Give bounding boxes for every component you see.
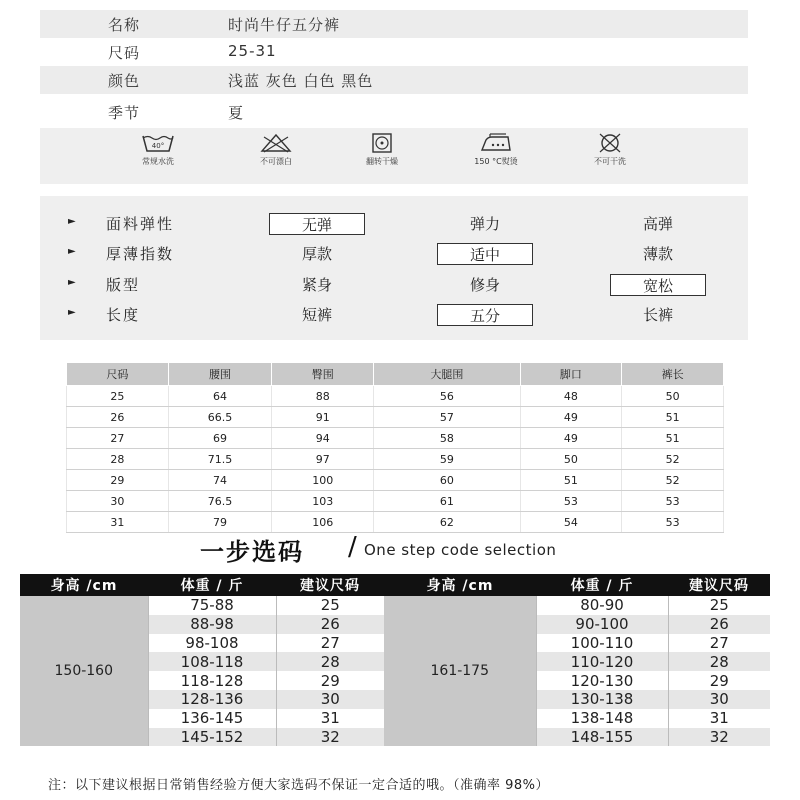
table-cell: 88 [272,386,374,407]
attr-row-elasticity [40,209,748,239]
attr-label: 版型 [106,276,141,294]
col-header: 腰围 [168,363,272,386]
bullet-icon: ► [68,277,76,288]
table-cell: 94 [272,428,374,449]
table-cell: 69 [168,428,272,449]
height-range-cell: 150-160 [20,596,148,746]
table-cell: 51 [622,428,724,449]
table-cell: 49 [520,428,622,449]
table-cell: 52 [622,470,724,491]
table-cell: 51 [520,470,622,491]
care-label: 翻转干燥 [366,157,398,166]
rec-table-header [20,574,770,596]
attr-row-thickness [40,239,748,269]
table-cell: 48 [520,386,622,407]
wash-40-icon [140,132,176,154]
table-cell: 50 [622,386,724,407]
col-header: 尺码 [67,363,169,386]
care-item-wash [118,132,198,167]
table-cell: 79 [168,512,272,533]
table-cell: 76.5 [168,491,272,512]
table-row [67,449,724,470]
table-cell: 60 [374,470,520,491]
wash-temp: 40° [151,142,165,150]
weight-cell: 100-110 [536,634,668,653]
table-cell: 53 [520,491,622,512]
table-cell: 30 [67,491,169,512]
col-header: 建议尺码 [276,574,384,596]
care-item-iron [456,132,536,167]
size-cell: 31 [668,709,770,728]
weight-cell: 145-152 [148,728,276,747]
attr-option: 修身 [469,276,500,294]
table-cell: 25 [67,386,169,407]
weight-cell: 90-100 [536,615,668,634]
size-cell: 27 [668,634,770,653]
attr-option: 高弹 [642,215,673,233]
table-row [67,491,724,512]
attr-option: 紧身 [301,276,332,294]
care-item-bleach [236,132,316,167]
no-bleach-icon [258,132,294,154]
info-label: 尺码 [108,44,141,62]
table-cell: 49 [520,407,622,428]
table-row [67,512,724,533]
care-label: 不可漂白 [260,157,292,166]
table-cell: 53 [622,491,724,512]
size-cell: 32 [276,728,384,747]
care-label: 不可干洗 [594,157,626,166]
col-header: 身高 /cm [384,574,536,596]
attr-option-selected: 适中 [437,243,533,265]
attr-option-selected: 无弹 [269,213,365,235]
col-header: 裤长 [622,363,724,386]
care-instructions [40,128,748,184]
col-header: 身高 /cm [20,574,148,596]
no-dry-clean-icon [592,132,628,154]
step-title-slash: / [348,532,357,562]
size-cell: 32 [668,728,770,747]
weight-cell: 136-145 [148,709,276,728]
info-row-season [40,98,748,126]
size-cell: 30 [276,690,384,709]
table-cell: 54 [520,512,622,533]
table-cell: 74 [168,470,272,491]
col-header: 体重 / 斤 [148,574,276,596]
attr-option-selected: 宽松 [610,274,706,296]
size-cell: 28 [668,652,770,671]
info-value: 浅蓝 灰色 白色 黑色 [228,72,374,90]
table-cell: 28 [67,449,169,470]
table-cell: 52 [622,449,724,470]
size-cell: 29 [668,671,770,690]
weight-cell: 98-108 [148,634,276,653]
info-value: 25-31 [228,42,277,60]
size-cell: 26 [668,615,770,634]
attr-row-fit [40,270,748,300]
weight-cell: 108-118 [148,652,276,671]
table-cell: 91 [272,407,374,428]
table-row [20,596,770,615]
size-cell: 27 [276,634,384,653]
table-cell: 29 [67,470,169,491]
size-table-header [67,363,724,386]
table-row [67,407,724,428]
bullet-icon: ► [68,246,76,257]
col-header: 体重 / 斤 [536,574,668,596]
col-header: 大腿围 [374,363,520,386]
tumble-dry-icon [364,132,400,154]
info-label: 颜色 [108,72,141,90]
table-cell: 61 [374,491,520,512]
info-row-name [40,10,748,38]
table-cell: 59 [374,449,520,470]
col-header: 脚口 [520,363,622,386]
col-header: 建议尺码 [668,574,770,596]
size-cell: 31 [276,709,384,728]
table-row [67,470,724,491]
table-cell: 62 [374,512,520,533]
info-value: 时尚牛仔五分裤 [228,16,341,34]
table-cell: 106 [272,512,374,533]
attr-option: 弹力 [469,215,500,233]
table-cell: 50 [520,449,622,470]
weight-cell: 128-136 [148,690,276,709]
weight-cell: 148-155 [536,728,668,747]
col-header: 臀围 [272,363,374,386]
size-recommendation-table [20,574,770,746]
table-cell: 64 [168,386,272,407]
table-cell: 51 [622,407,724,428]
weight-cell: 138-148 [536,709,668,728]
size-cell: 28 [276,652,384,671]
attr-option: 薄款 [642,245,673,263]
attr-label: 面料弹性 [106,215,175,233]
iron-icon [476,132,516,154]
bullet-icon: ► [68,307,76,318]
weight-cell: 75-88 [148,596,276,615]
step-title-main: 一步选码 [200,538,304,566]
attr-label: 厚薄指数 [106,245,175,263]
weight-cell: 130-138 [536,690,668,709]
table-cell: 100 [272,470,374,491]
care-label: 150 °C熨烫 [474,157,518,166]
info-row-size [40,38,748,66]
size-cell: 25 [276,596,384,615]
attr-option: 厚款 [301,245,332,263]
table-row [67,428,724,449]
step-title-subtitle: One step code selection [364,541,557,559]
weight-cell: 88-98 [148,615,276,634]
care-item-dry [342,132,422,167]
size-cell: 29 [276,671,384,690]
table-cell: 53 [622,512,724,533]
table-cell: 57 [374,407,520,428]
size-cell: 26 [276,615,384,634]
table-cell: 26 [67,407,169,428]
care-label: 常规水洗 [142,157,174,166]
bullet-icon: ► [68,216,76,227]
table-cell: 97 [272,449,374,470]
height-range-cell: 161-175 [384,596,536,746]
attr-option: 长裤 [642,306,673,324]
table-cell: 27 [67,428,169,449]
attribute-panel [40,196,748,340]
table-cell: 31 [67,512,169,533]
table-cell: 71.5 [168,449,272,470]
care-item-dryclean [570,132,650,167]
weight-cell: 80-90 [536,596,668,615]
attr-option-selected: 五分 [437,304,533,326]
info-row-color [40,66,748,94]
info-label: 名称 [108,16,141,34]
size-cell: 30 [668,690,770,709]
attr-label: 长度 [106,306,141,324]
size-table [66,362,724,533]
table-cell: 66.5 [168,407,272,428]
table-row [67,386,724,407]
weight-cell: 118-128 [148,671,276,690]
attr-row-length [40,300,748,330]
weight-cell: 110-120 [536,652,668,671]
size-cell: 25 [668,596,770,615]
table-cell: 58 [374,428,520,449]
info-label: 季节 [108,104,141,122]
info-value: 夏 [228,104,245,122]
weight-cell: 120-130 [536,671,668,690]
table-cell: 56 [374,386,520,407]
table-cell: 103 [272,491,374,512]
attr-option: 短裤 [301,306,332,324]
disclaimer-note: 注：以下建议根据日常销售经验方便大家选码不保证一定合适的哦。（准确率 98%） [48,778,550,793]
